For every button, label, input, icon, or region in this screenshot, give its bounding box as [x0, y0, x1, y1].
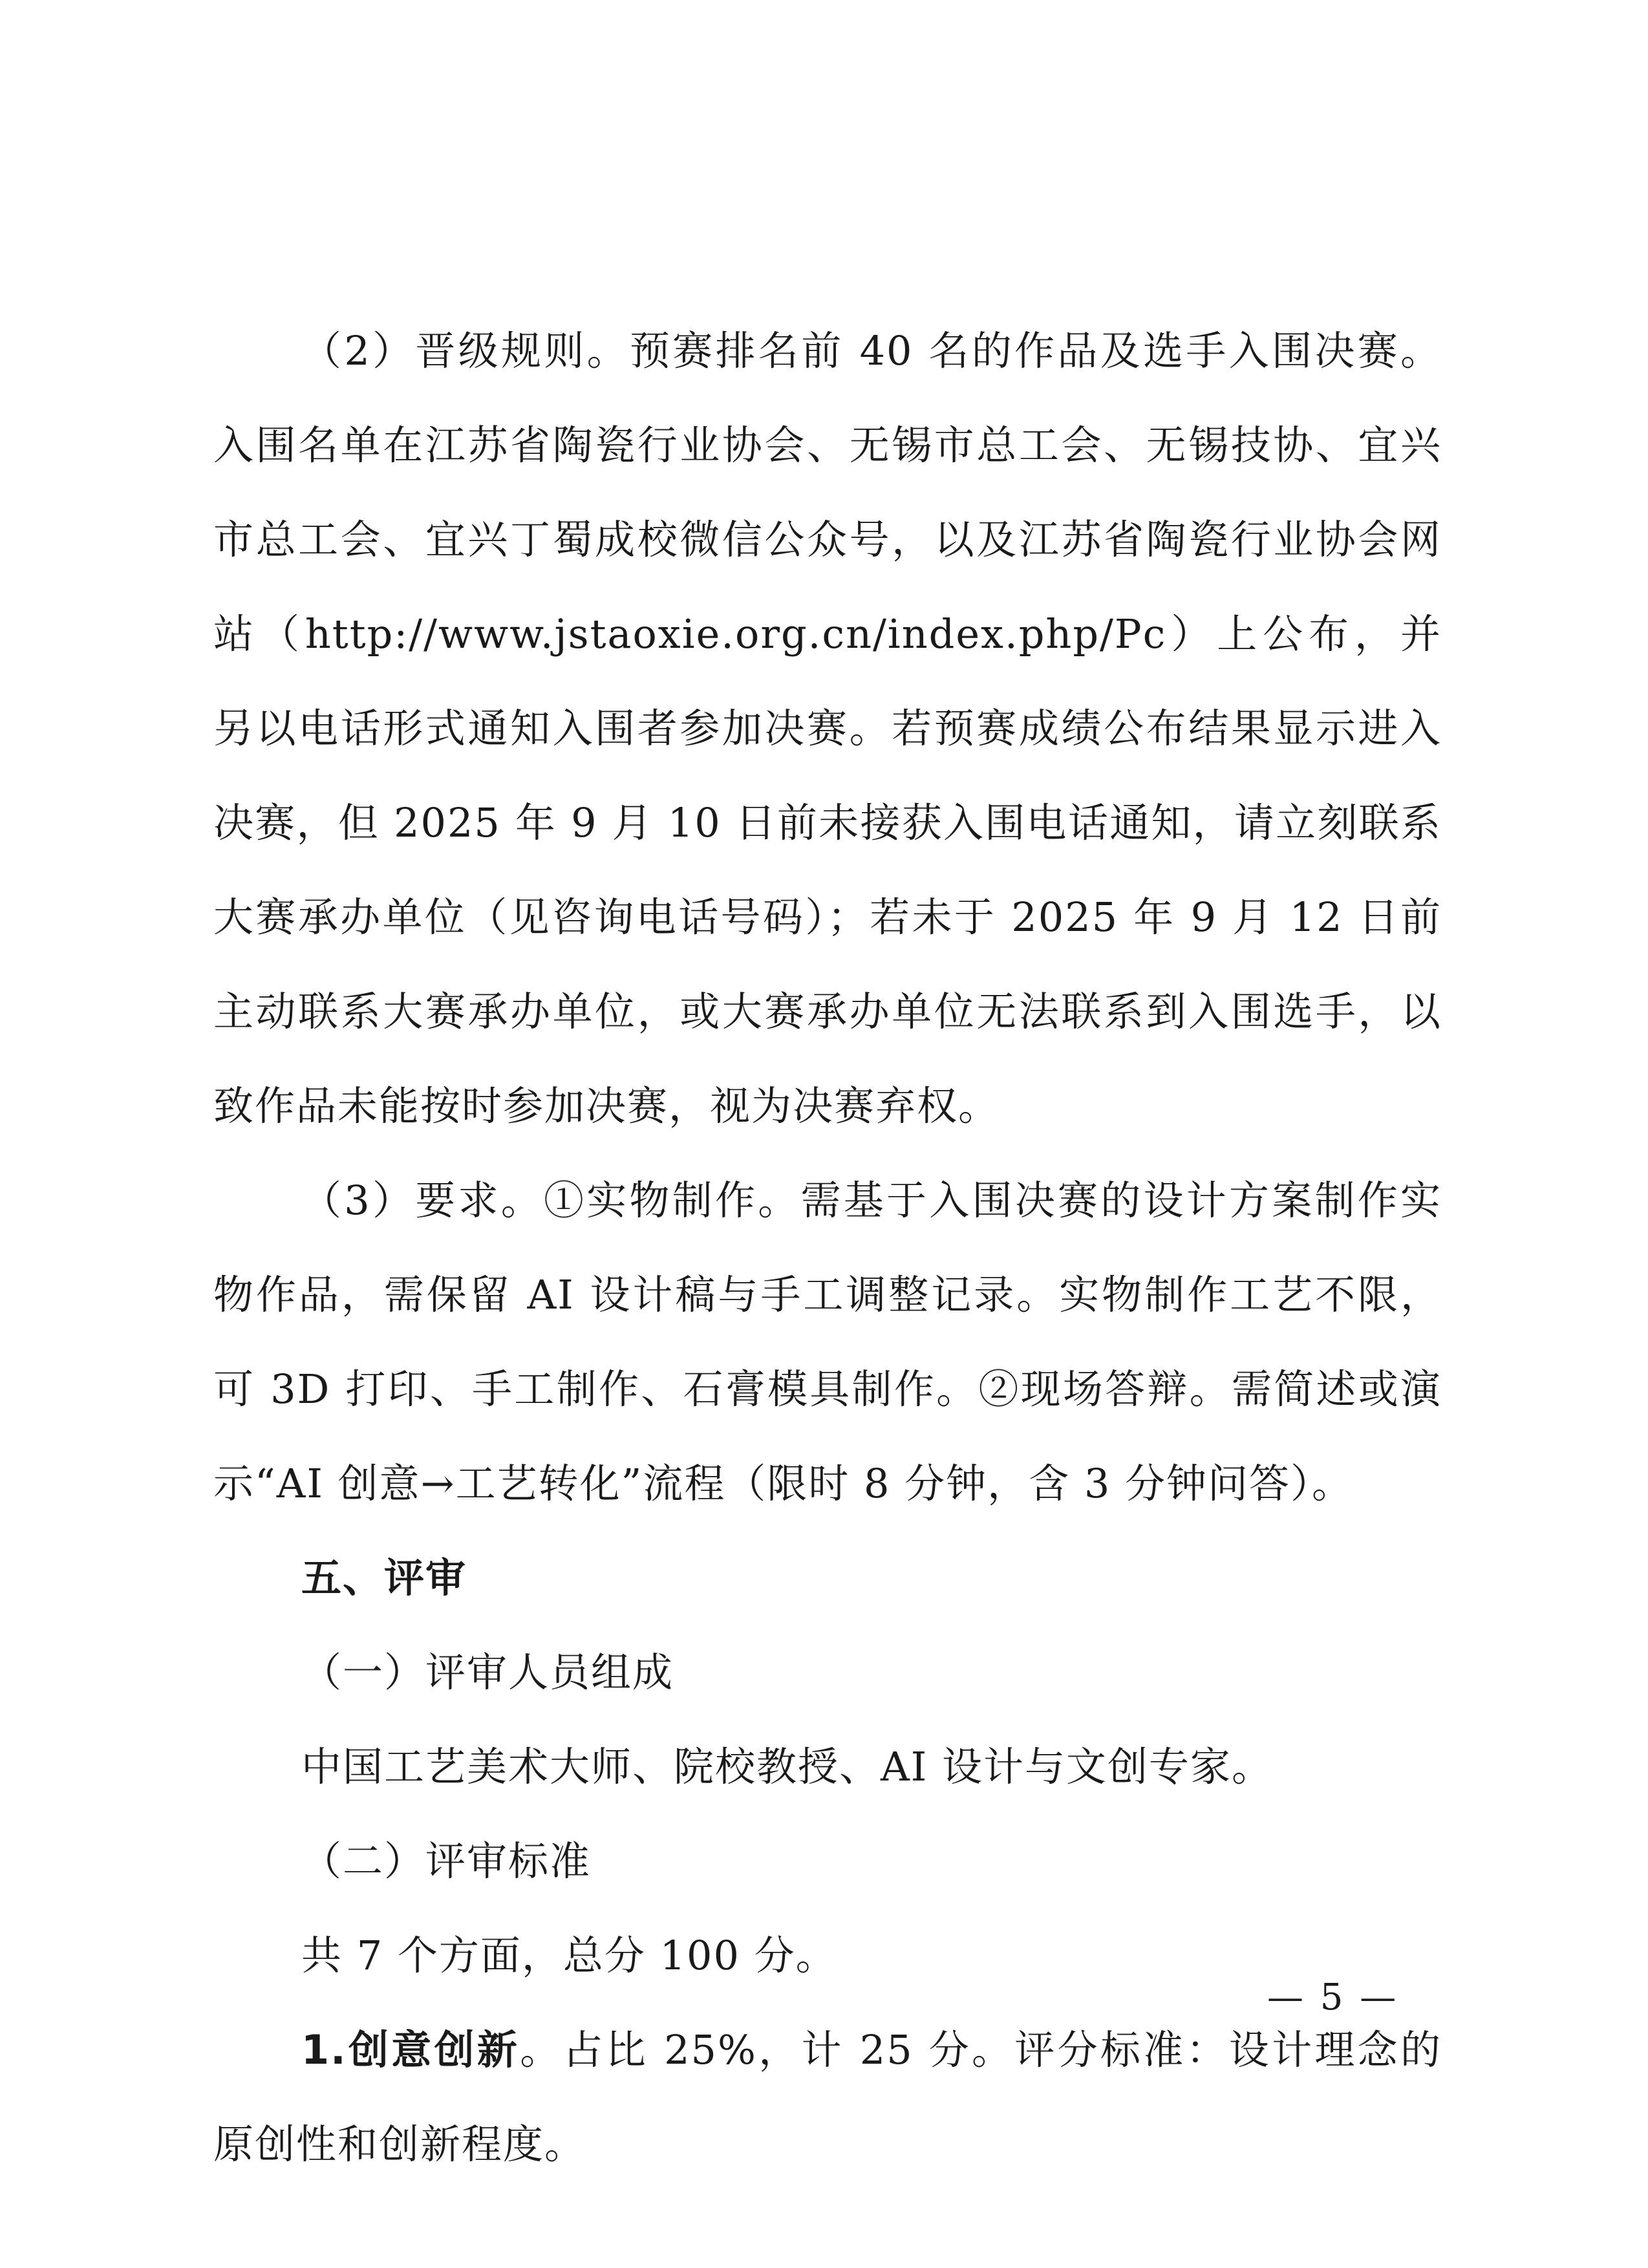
- paragraph-requirements: （3）要求。①实物制作。需基于入围决赛的设计方案制作实物作品，需保留 AI 设计稿与手工调整记录。实物制作工艺不限，可 3D 打印、手工制作、石膏模具制作。②现场答辩。需简述或演示“AI 创意→工艺转化”流程（限时 8 分钟，含 3 分钟问答）。: [213, 1177, 1442, 1507]
- paragraph-judges: 中国工艺美术大师、院校教授、AI 设计与文创专家。: [301, 1743, 1273, 1790]
- subheading-criteria: （二）评审标准: [301, 1837, 592, 1885]
- subheading-judges: （一）评审人员组成: [301, 1649, 674, 1696]
- criterion-1-text: 。占比 25%，计 25 分。评分标准：设计理念的原创性和创新程度。: [213, 2026, 1442, 2168]
- body-text: [213, 304, 1442, 2192]
- section-heading-review: 五、评审: [301, 1554, 467, 1601]
- page-number: — 5 —: [1267, 1976, 1399, 2018]
- criterion-1-title: 1.创意创新: [301, 2026, 520, 2073]
- paragraph-criteria-summary: 共 7 个方面，总分 100 分。: [301, 1932, 837, 1979]
- paragraph-criterion-1: [213, 2003, 1442, 2192]
- paragraph-advancement-rule: （2）晋级规则。预赛排名前 40 名的作品及选手入围决赛。入围名单在江苏省陶瓷行业协会、无锡市总工会、无锡技协、宜兴市总工会、宜兴丁蜀成校微信公众号，以及江苏省陶瓷行业协会网站（http://www.jstaoxie.org.cn/index.php/Pc）上公布，并另以电话形式通知入围者参加决赛。若预赛成绩公布结果显示进入决赛，但 2025 年 9 月 10 日前未接获入围电话通知，请立刻联系大赛承办单位（见咨询电话号码）；若未于 2025 年 9 月 12 日前主动联系大赛承办单位，或大赛承办单位无法联系到入围选手，以致作品未能按时参加决赛，视为决赛弃权。: [213, 327, 1442, 1129]
